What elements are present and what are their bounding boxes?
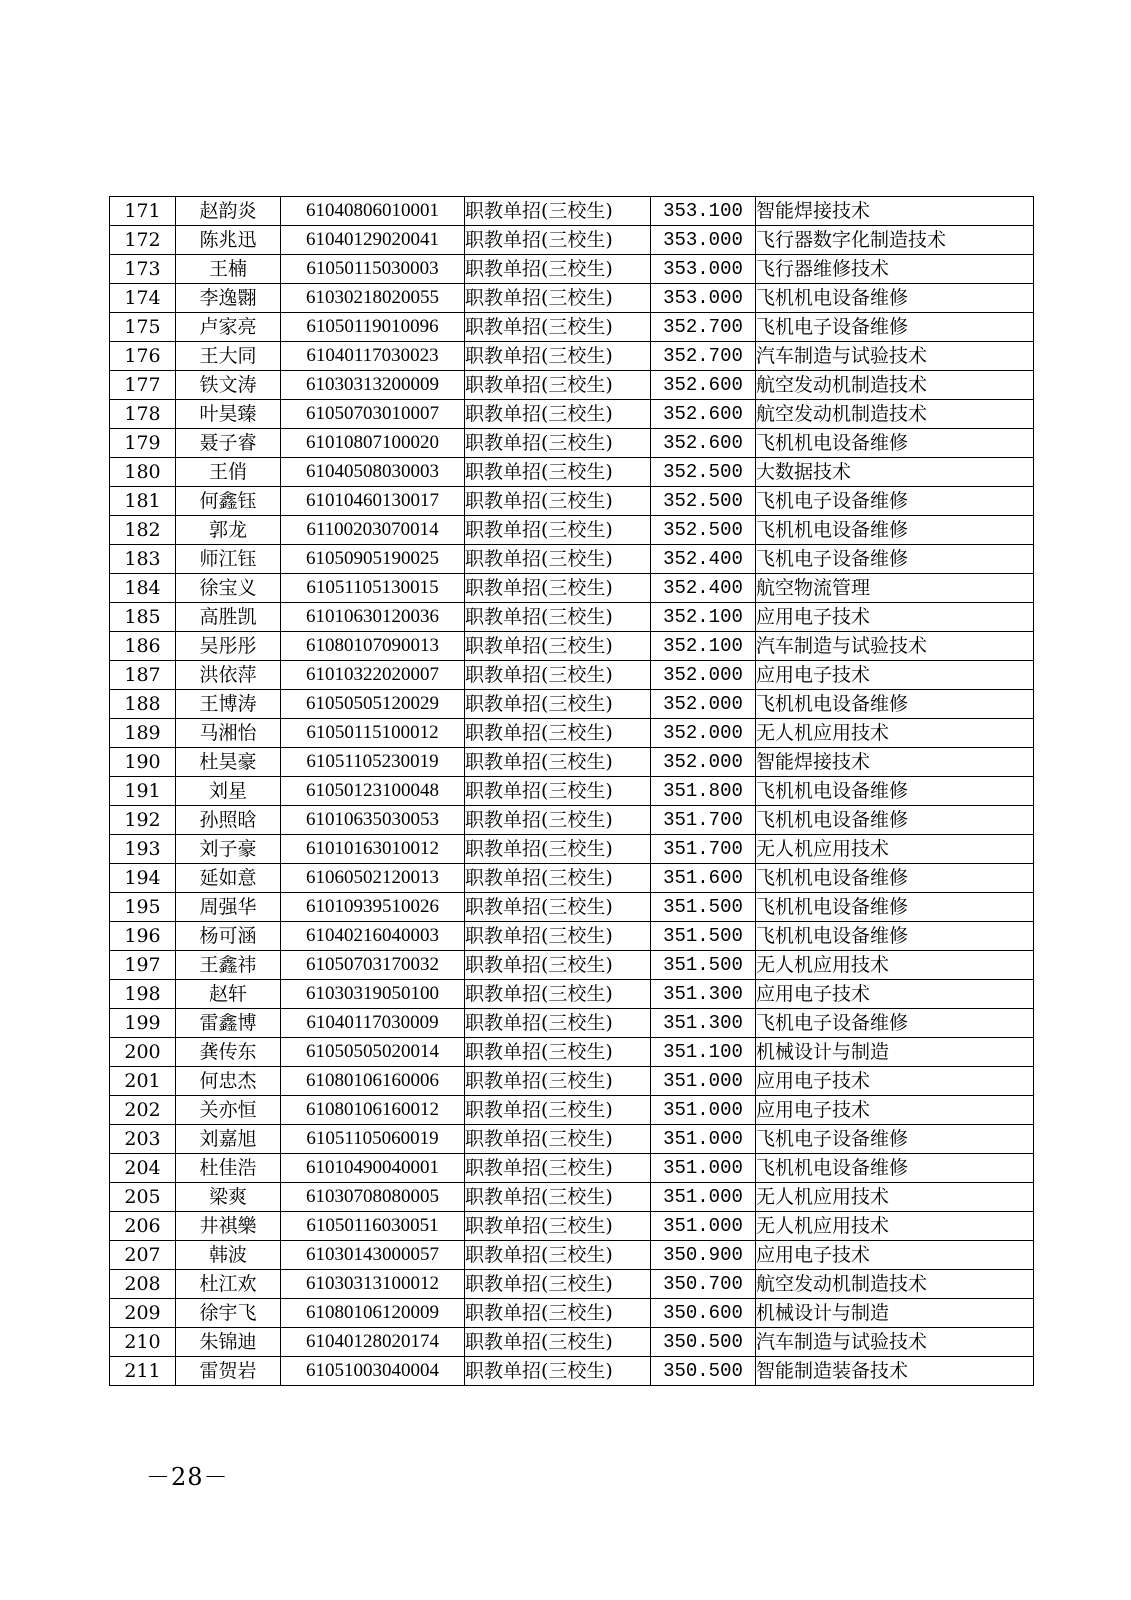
table-row: [110, 516, 1034, 545]
exam-id-cell: 61030708080005: [281, 1183, 465, 1212]
row-number-cell: 197: [110, 951, 176, 980]
admission-type-cell: 职教单招(三校生): [465, 1096, 651, 1125]
table-row: [110, 1096, 1034, 1125]
score-cell: 350.900: [651, 1241, 756, 1270]
score-cell: 352.000: [651, 719, 756, 748]
major-cell: 飞机机电设备维修: [756, 690, 1034, 719]
exam-id-cell: 61050116030051: [281, 1212, 465, 1241]
row-number-cell: 207: [110, 1241, 176, 1270]
major-cell: 飞行器维修技术: [756, 255, 1034, 284]
score-cell: 351.600: [651, 864, 756, 893]
major-cell: 汽车制造与试验技术: [756, 342, 1034, 371]
exam-id-cell: 61050703170032: [281, 951, 465, 980]
student-name-cell: 卢家亮: [176, 313, 281, 342]
student-name-cell: 吴彤彤: [176, 632, 281, 661]
table-row: [110, 313, 1034, 342]
score-cell: 351.000: [651, 1125, 756, 1154]
student-name-cell: 朱锦迪: [176, 1328, 281, 1357]
page-number: －28－: [146, 1463, 229, 1491]
exam-id-cell: 61060502120013: [281, 864, 465, 893]
exam-id-cell: 61051105060019: [281, 1125, 465, 1154]
table-row: [110, 1299, 1034, 1328]
admission-type-cell: 职教单招(三校生): [465, 777, 651, 806]
admission-type-cell: 职教单招(三校生): [465, 719, 651, 748]
table-row: [110, 864, 1034, 893]
score-cell: 353.000: [651, 226, 756, 255]
row-number-cell: 174: [110, 284, 176, 313]
score-cell: 352.600: [651, 371, 756, 400]
table-row: [110, 1067, 1034, 1096]
major-cell: 无人机应用技术: [756, 719, 1034, 748]
student-name-cell: 关亦恒: [176, 1096, 281, 1125]
row-number-cell: 188: [110, 690, 176, 719]
student-name-cell: 孙照晗: [176, 806, 281, 835]
score-cell: 352.700: [651, 342, 756, 371]
student-name-cell: 龚传东: [176, 1038, 281, 1067]
exam-id-cell: 61051003040004: [281, 1357, 465, 1386]
table-row: [110, 1270, 1034, 1299]
student-name-cell: 雷鑫博: [176, 1009, 281, 1038]
score-cell: 351.500: [651, 951, 756, 980]
student-name-cell: 刘嘉旭: [176, 1125, 281, 1154]
admission-type-cell: 职教单招(三校生): [465, 371, 651, 400]
row-number-cell: 185: [110, 603, 176, 632]
table-row: [110, 342, 1034, 371]
major-cell: 飞机机电设备维修: [756, 922, 1034, 951]
table-row: [110, 429, 1034, 458]
score-cell: 351.000: [651, 1067, 756, 1096]
score-cell: 352.100: [651, 603, 756, 632]
row-number-cell: 181: [110, 487, 176, 516]
score-cell: 353.100: [651, 197, 756, 226]
table-row: [110, 661, 1034, 690]
student-name-cell: 刘子豪: [176, 835, 281, 864]
table-row: [110, 777, 1034, 806]
student-name-cell: 延如意: [176, 864, 281, 893]
major-cell: 飞机机电设备维修: [756, 893, 1034, 922]
major-cell: 航空发动机制造技术: [756, 400, 1034, 429]
table-row: [110, 806, 1034, 835]
row-number-cell: 189: [110, 719, 176, 748]
admission-type-cell: 职教单招(三校生): [465, 255, 651, 284]
student-name-cell: 徐宝义: [176, 574, 281, 603]
admission-type-cell: 职教单招(三校生): [465, 1241, 651, 1270]
major-cell: 应用电子技术: [756, 1241, 1034, 1270]
score-cell: 352.500: [651, 458, 756, 487]
major-cell: 飞机机电设备维修: [756, 429, 1034, 458]
major-cell: 飞机电子设备维修: [756, 545, 1034, 574]
row-number-cell: 206: [110, 1212, 176, 1241]
row-number-cell: 209: [110, 1299, 176, 1328]
admission-type-cell: 职教单招(三校生): [465, 574, 651, 603]
admission-type-cell: 职教单招(三校生): [465, 603, 651, 632]
student-name-cell: 赵韵炎: [176, 197, 281, 226]
table-row: [110, 284, 1034, 313]
exam-id-cell: 61100203070014: [281, 516, 465, 545]
exam-id-cell: 61050905190025: [281, 545, 465, 574]
student-name-cell: 陈兆迅: [176, 226, 281, 255]
exam-id-cell: 61050115030003: [281, 255, 465, 284]
student-name-cell: 洪依萍: [176, 661, 281, 690]
row-number-cell: 193: [110, 835, 176, 864]
row-number-cell: 178: [110, 400, 176, 429]
row-number-cell: 191: [110, 777, 176, 806]
major-cell: 飞机电子设备维修: [756, 487, 1034, 516]
major-cell: 飞机机电设备维修: [756, 864, 1034, 893]
admission-type-cell: 职教单招(三校生): [465, 1299, 651, 1328]
major-cell: 飞机机电设备维修: [756, 516, 1034, 545]
row-number-cell: 172: [110, 226, 176, 255]
table-row: [110, 197, 1034, 226]
score-cell: 352.100: [651, 632, 756, 661]
table-row: [110, 719, 1034, 748]
student-name-cell: 王俏: [176, 458, 281, 487]
row-number-cell: 210: [110, 1328, 176, 1357]
student-name-cell: 铁文涛: [176, 371, 281, 400]
row-number-cell: 202: [110, 1096, 176, 1125]
exam-id-cell: 61080106160006: [281, 1067, 465, 1096]
table-row: [110, 632, 1034, 661]
major-cell: 飞行器数字化制造技术: [756, 226, 1034, 255]
exam-id-cell: 61010163010012: [281, 835, 465, 864]
major-cell: 飞机机电设备维修: [756, 806, 1034, 835]
exam-id-cell: 61051105230019: [281, 748, 465, 777]
major-cell: 机械设计与制造: [756, 1299, 1034, 1328]
exam-id-cell: 61040129020041: [281, 226, 465, 255]
table-row: [110, 603, 1034, 632]
score-cell: 352.600: [651, 429, 756, 458]
table-row: [110, 1212, 1034, 1241]
major-cell: 飞机机电设备维修: [756, 284, 1034, 313]
major-cell: 航空物流管理: [756, 574, 1034, 603]
score-cell: 352.500: [651, 516, 756, 545]
score-cell: 351.700: [651, 835, 756, 864]
exam-id-cell: 61010807100020: [281, 429, 465, 458]
major-cell: 飞机机电设备维修: [756, 1154, 1034, 1183]
student-name-cell: 杜江欢: [176, 1270, 281, 1299]
student-name-cell: 师江钰: [176, 545, 281, 574]
score-cell: 352.000: [651, 690, 756, 719]
admission-type-cell: 职教单招(三校生): [465, 1212, 651, 1241]
score-cell: 352.700: [651, 313, 756, 342]
admission-type-cell: 职教单招(三校生): [465, 516, 651, 545]
exam-id-cell: 61040128020174: [281, 1328, 465, 1357]
major-cell: 无人机应用技术: [756, 951, 1034, 980]
admission-type-cell: 职教单招(三校生): [465, 1183, 651, 1212]
exam-id-cell: 61040117030023: [281, 342, 465, 371]
exam-id-cell: 61050123100048: [281, 777, 465, 806]
admission-type-cell: 职教单招(三校生): [465, 429, 651, 458]
student-name-cell: 王博涛: [176, 690, 281, 719]
admission-type-cell: 职教单招(三校生): [465, 1038, 651, 1067]
row-number-cell: 192: [110, 806, 176, 835]
student-name-cell: 韩波: [176, 1241, 281, 1270]
exam-id-cell: 61040216040003: [281, 922, 465, 951]
major-cell: 无人机应用技术: [756, 835, 1034, 864]
student-name-cell: 徐宇飞: [176, 1299, 281, 1328]
row-number-cell: 173: [110, 255, 176, 284]
admission-type-cell: 职教单招(三校生): [465, 1009, 651, 1038]
exam-id-cell: 61030218020055: [281, 284, 465, 313]
exam-id-cell: 61051105130015: [281, 574, 465, 603]
table-row: [110, 893, 1034, 922]
admission-type-cell: 职教单招(三校生): [465, 835, 651, 864]
exam-id-cell: 61010460130017: [281, 487, 465, 516]
major-cell: 智能焊接技术: [756, 748, 1034, 777]
major-cell: 飞机电子设备维修: [756, 1125, 1034, 1154]
exam-id-cell: 61040806010001: [281, 197, 465, 226]
table-row: [110, 980, 1034, 1009]
row-number-cell: 183: [110, 545, 176, 574]
student-name-cell: 何鑫钰: [176, 487, 281, 516]
score-cell: 351.500: [651, 922, 756, 951]
admission-type-cell: 职教单招(三校生): [465, 313, 651, 342]
admission-type-cell: 职教单招(三校生): [465, 690, 651, 719]
row-number-cell: 195: [110, 893, 176, 922]
table-row: [110, 1038, 1034, 1067]
table-row: [110, 1328, 1034, 1357]
major-cell: 应用电子技术: [756, 1096, 1034, 1125]
student-name-cell: 杜佳浩: [176, 1154, 281, 1183]
exam-id-cell: 61030319050100: [281, 980, 465, 1009]
admission-type-cell: 职教单招(三校生): [465, 951, 651, 980]
row-number-cell: 182: [110, 516, 176, 545]
row-number-cell: 187: [110, 661, 176, 690]
admission-type-cell: 职教单招(三校生): [465, 864, 651, 893]
admission-type-cell: 职教单招(三校生): [465, 1270, 651, 1299]
row-number-cell: 196: [110, 922, 176, 951]
table-row: [110, 458, 1034, 487]
row-number-cell: 201: [110, 1067, 176, 1096]
admission-roster-table: [109, 196, 1034, 1386]
row-number-cell: 190: [110, 748, 176, 777]
score-cell: 351.000: [651, 1183, 756, 1212]
table-row: [110, 226, 1034, 255]
table-row: [110, 545, 1034, 574]
score-cell: 352.500: [651, 487, 756, 516]
student-name-cell: 何忠杰: [176, 1067, 281, 1096]
score-cell: 351.300: [651, 1009, 756, 1038]
row-number-cell: 203: [110, 1125, 176, 1154]
major-cell: 飞机电子设备维修: [756, 313, 1034, 342]
row-number-cell: 171: [110, 197, 176, 226]
admission-type-cell: 职教单招(三校生): [465, 487, 651, 516]
major-cell: 汽车制造与试验技术: [756, 632, 1034, 661]
major-cell: 航空发动机制造技术: [756, 1270, 1034, 1299]
exam-id-cell: 61050703010007: [281, 400, 465, 429]
score-cell: 352.400: [651, 574, 756, 603]
score-cell: 351.500: [651, 893, 756, 922]
student-name-cell: 马湘怡: [176, 719, 281, 748]
major-cell: 机械设计与制造: [756, 1038, 1034, 1067]
row-number-cell: 204: [110, 1154, 176, 1183]
score-cell: 351.800: [651, 777, 756, 806]
exam-id-cell: 61010630120036: [281, 603, 465, 632]
row-number-cell: 199: [110, 1009, 176, 1038]
exam-id-cell: 61050505020014: [281, 1038, 465, 1067]
exam-id-cell: 61050505120029: [281, 690, 465, 719]
table-row: [110, 1241, 1034, 1270]
student-name-cell: 赵轩: [176, 980, 281, 1009]
admission-type-cell: 职教单招(三校生): [465, 1328, 651, 1357]
student-name-cell: 王大同: [176, 342, 281, 371]
score-cell: 350.500: [651, 1328, 756, 1357]
row-number-cell: 184: [110, 574, 176, 603]
student-name-cell: 聂子睿: [176, 429, 281, 458]
score-cell: 351.700: [651, 806, 756, 835]
admission-type-cell: 职教单招(三校生): [465, 458, 651, 487]
admission-type-cell: 职教单招(三校生): [465, 893, 651, 922]
score-cell: 351.000: [651, 1154, 756, 1183]
exam-id-cell: 61040508030003: [281, 458, 465, 487]
score-cell: 350.600: [651, 1299, 756, 1328]
admission-type-cell: 职教单招(三校生): [465, 980, 651, 1009]
row-number-cell: 198: [110, 980, 176, 1009]
row-number-cell: 194: [110, 864, 176, 893]
student-name-cell: 王鑫祎: [176, 951, 281, 980]
score-cell: 350.700: [651, 1270, 756, 1299]
exam-id-cell: 61080107090013: [281, 632, 465, 661]
exam-id-cell: 61010939510026: [281, 893, 465, 922]
row-number-cell: 200: [110, 1038, 176, 1067]
student-name-cell: 李逸翾: [176, 284, 281, 313]
major-cell: 无人机应用技术: [756, 1183, 1034, 1212]
table-row: [110, 1125, 1034, 1154]
major-cell: 飞机机电设备维修: [756, 777, 1034, 806]
exam-id-cell: 61080106160012: [281, 1096, 465, 1125]
exam-id-cell: 61030313100012: [281, 1270, 465, 1299]
student-name-cell: 王楠: [176, 255, 281, 284]
student-name-cell: 梁爽: [176, 1183, 281, 1212]
table-row: [110, 487, 1034, 516]
table-row: [110, 371, 1034, 400]
admission-type-cell: 职教单招(三校生): [465, 748, 651, 777]
major-cell: 无人机应用技术: [756, 1212, 1034, 1241]
row-number-cell: 211: [110, 1357, 176, 1386]
score-cell: 352.000: [651, 661, 756, 690]
row-number-cell: 177: [110, 371, 176, 400]
score-cell: 352.400: [651, 545, 756, 574]
row-number-cell: 208: [110, 1270, 176, 1299]
table-row: [110, 1357, 1034, 1386]
admission-type-cell: 职教单招(三校生): [465, 922, 651, 951]
major-cell: 航空发动机制造技术: [756, 371, 1034, 400]
major-cell: 智能制造装备技术: [756, 1357, 1034, 1386]
admission-type-cell: 职教单招(三校生): [465, 661, 651, 690]
admission-type-cell: 职教单招(三校生): [465, 400, 651, 429]
student-name-cell: 叶昊臻: [176, 400, 281, 429]
table-row: [110, 690, 1034, 719]
row-number-cell: 180: [110, 458, 176, 487]
row-number-cell: 186: [110, 632, 176, 661]
row-number-cell: 205: [110, 1183, 176, 1212]
score-cell: 353.000: [651, 284, 756, 313]
student-name-cell: 井祺樂: [176, 1212, 281, 1241]
table-row: [110, 1009, 1034, 1038]
row-number-cell: 175: [110, 313, 176, 342]
table-row: [110, 255, 1034, 284]
table-row: [110, 748, 1034, 777]
major-cell: 汽车制造与试验技术: [756, 1328, 1034, 1357]
major-cell: 应用电子技术: [756, 603, 1034, 632]
score-cell: 351.100: [651, 1038, 756, 1067]
exam-id-cell: 61050115100012: [281, 719, 465, 748]
student-name-cell: 郭龙: [176, 516, 281, 545]
score-cell: 352.000: [651, 748, 756, 777]
exam-id-cell: 61040117030009: [281, 1009, 465, 1038]
admission-type-cell: 职教单招(三校生): [465, 226, 651, 255]
exam-id-cell: 61010635030053: [281, 806, 465, 835]
admission-type-cell: 职教单招(三校生): [465, 1067, 651, 1096]
exam-id-cell: 61010322020007: [281, 661, 465, 690]
score-cell: 351.000: [651, 1096, 756, 1125]
student-name-cell: 高胜凯: [176, 603, 281, 632]
major-cell: 智能焊接技术: [756, 197, 1034, 226]
admission-type-cell: 职教单招(三校生): [465, 806, 651, 835]
admission-type-cell: 职教单招(三校生): [465, 284, 651, 313]
exam-id-cell: 61030143000057: [281, 1241, 465, 1270]
table-row: [110, 1183, 1034, 1212]
student-name-cell: 杨可涵: [176, 922, 281, 951]
score-cell: 351.000: [651, 1212, 756, 1241]
major-cell: 应用电子技术: [756, 1067, 1034, 1096]
student-name-cell: 雷贺岩: [176, 1357, 281, 1386]
admission-type-cell: 职教单招(三校生): [465, 342, 651, 371]
score-cell: 350.500: [651, 1357, 756, 1386]
admission-type-cell: 职教单招(三校生): [465, 632, 651, 661]
table-row: [110, 835, 1034, 864]
score-cell: 352.600: [651, 400, 756, 429]
admission-type-cell: 职教单招(三校生): [465, 545, 651, 574]
exam-id-cell: 61010490040001: [281, 1154, 465, 1183]
admission-type-cell: 职教单招(三校生): [465, 197, 651, 226]
row-number-cell: 179: [110, 429, 176, 458]
table-row: [110, 951, 1034, 980]
table-row: [110, 1154, 1034, 1183]
table-row: [110, 574, 1034, 603]
exam-id-cell: 61050119010096: [281, 313, 465, 342]
student-name-cell: 刘星: [176, 777, 281, 806]
major-cell: 应用电子技术: [756, 661, 1034, 690]
admission-type-cell: 职教单招(三校生): [465, 1357, 651, 1386]
roster-table-body: [110, 197, 1034, 1386]
score-cell: 353.000: [651, 255, 756, 284]
admission-type-cell: 职教单招(三校生): [465, 1154, 651, 1183]
score-cell: 351.300: [651, 980, 756, 1009]
table-row: [110, 922, 1034, 951]
major-cell: 应用电子技术: [756, 980, 1034, 1009]
row-number-cell: 176: [110, 342, 176, 371]
student-name-cell: 杜昊豪: [176, 748, 281, 777]
major-cell: 飞机电子设备维修: [756, 1009, 1034, 1038]
major-cell: 大数据技术: [756, 458, 1034, 487]
student-name-cell: 周强华: [176, 893, 281, 922]
table-row: [110, 400, 1034, 429]
exam-id-cell: 61080106120009: [281, 1299, 465, 1328]
admission-type-cell: 职教单招(三校生): [465, 1125, 651, 1154]
exam-id-cell: 61030313200009: [281, 371, 465, 400]
